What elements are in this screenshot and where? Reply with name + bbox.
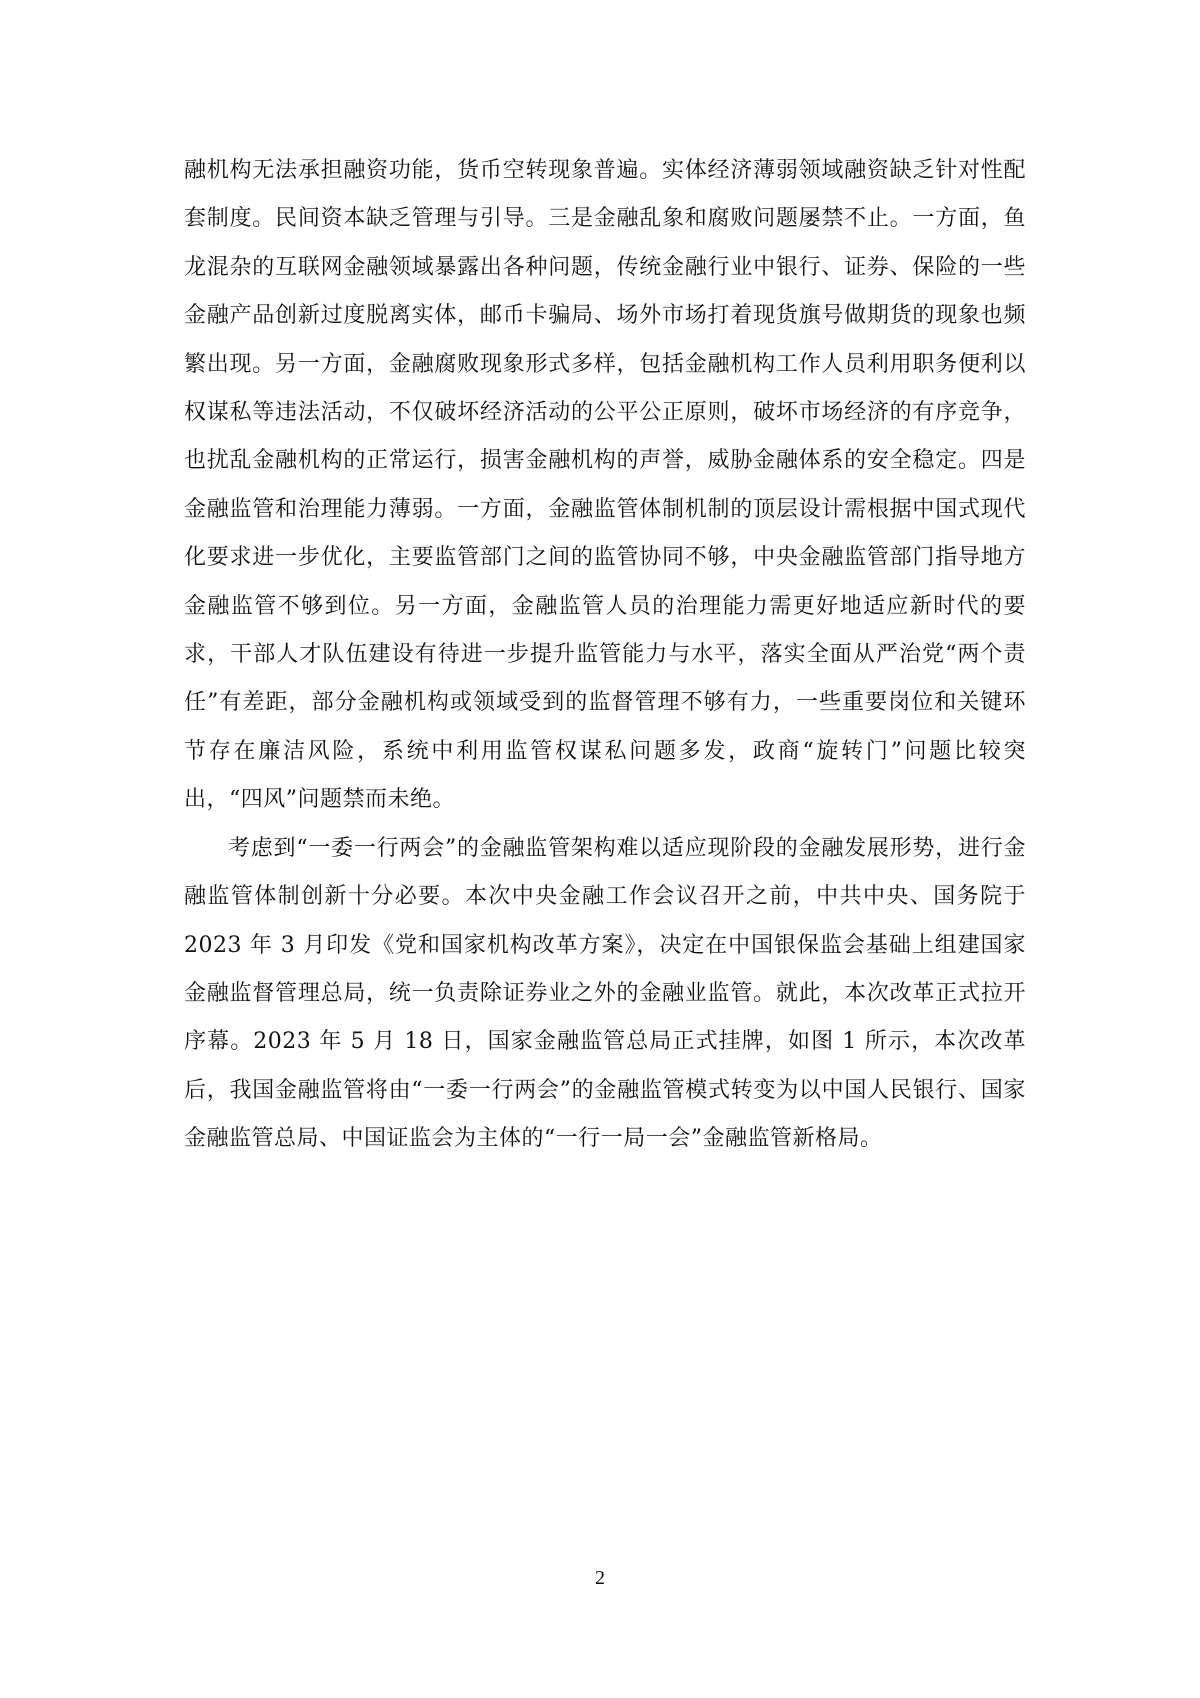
body-text (184, 147, 1026, 1164)
paragraph-continued: 融机构无法承担融资功能，货币空转现象普遍。实体经济薄弱领域融资缺乏针对性配套制度。民间资本缺乏管理与引导。三是金融乱象和腐败问题屡禁不止。一方面，鱼龙混杂的互联网金融领域暴露出各种问题，传统金融行业中银行、证券、保险的一些金融产品创新过度脱离实体，邮币卡骗局、场外市场打着现货旗号做期货的现象也频繁出现。另一方面，金融腐败现象形式多样，包括金融机构工作人员利用职务便利以权谋私等违法活动，不仅破坏经济活动的公平公正原则，破坏市场经济的有序竞争，也扰乱金融机构的正常运行，损害金融机构的声誉，威胁金融体系的安全稳定。四是金融监管和治理能力薄弱。一方面，金融监管体制机制的顶层设计需根据中国式现代化要求进一步优化，主要监管部门之间的监管协同不够，中央金融监管部门指导地方金融监管不够到位。另一方面，金融监管人员的治理能力需更好地适应新时代的要求，干部人才队伍建设有待进一步提升监管能力与水平，落实全面从严治党“两个责任”有差距，部分金融机构或领域受到的监督管理不够有力，一些重要岗位和关键环节存在廉洁风险，系统中利用监管权谋私问题多发，政商“旋转门”问题比较突出，“四风”问题禁而未绝。 (184, 158, 1026, 813)
paragraph-reform: 考虑到“一委一行两会”的金融监管架构难以适应现阶段的金融发展形势，进行金融监管体制创新十分必要。本次中央金融工作会议召开之前，中共中央、国务院于 2023 年 3 月印发《党和国家机构改革方案》，决定在中国银保监会基础上组建国家金融监督管理总局，统一负责除证券业之外的金融业监管。就此，本次改革正式拉开序幕。2023 年 5 月 18 日，国家金融监管总局正式挂牌，如图 1 所示，本次改革后，我国金融监管将由“一委一行两会”的金融监管模式转变为以中国人民银行、国家金融监管总局、中国证监会为主体的“一行一局一会”金融监管新格局。 (184, 835, 1026, 1152)
page-number: 2 (595, 1567, 605, 1589)
